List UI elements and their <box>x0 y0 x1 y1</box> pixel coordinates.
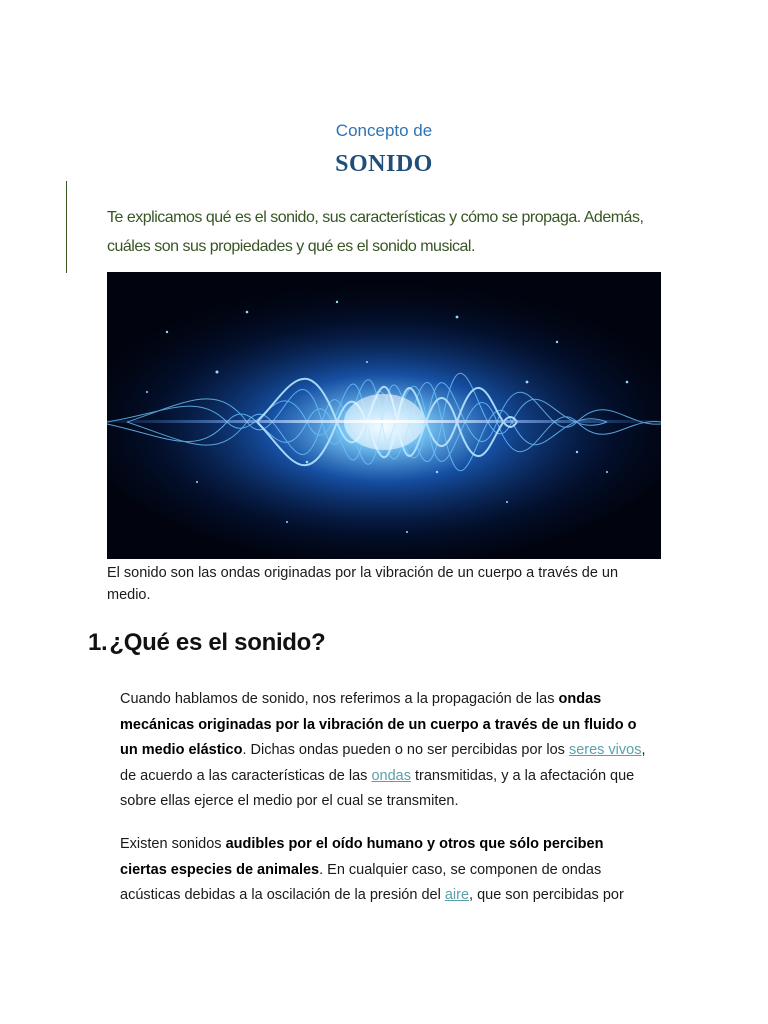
lead-quote-bar <box>66 181 67 273</box>
paragraph-1 <box>120 687 650 815</box>
image-caption: El sonido son las ondas originadas por la vibración de un cuerpo a través de un medio. <box>107 565 619 603</box>
section-heading-text: ¿Qué es el sonido? <box>109 629 326 656</box>
sound-wave-illustration <box>107 272 661 559</box>
paragraph-2 <box>120 832 650 909</box>
text-run: transmitidas, y a la afectación que sobre ellas ejerce el medio por el cual se transmiten. <box>120 767 635 809</box>
page-title: SONIDO <box>335 151 433 177</box>
link-seres-vivos[interactable]: seres vivos <box>568 742 642 758</box>
bold-run: audibles por el oído humano y otros que sólo perciben ciertas especies de animales <box>120 836 604 878</box>
section-number: 1. <box>88 629 108 656</box>
text-run: . Dichas ondas pueden o no ser percibidas por los <box>242 742 569 758</box>
bold-run: ondas mecánicas originadas por la vibración de un cuerpo a través de un fluido o un medio elástico <box>120 691 637 758</box>
text-run: . En cualquier caso, se componen de ondas acústicas debidas a la oscilación de la presión del <box>120 861 602 903</box>
text-run: , de acuerdo a las características de las <box>120 742 646 784</box>
text-run: Cuando hablamos de sonido, nos referimos a la propagación de las <box>120 691 559 707</box>
section-heading <box>88 629 325 657</box>
lead-paragraph: Te explicamos qué es el sonido, sus características y cómo se propaga. Además, cuáles son sus propiedades y qué es el sonido musical. <box>107 209 644 255</box>
text-run: Existen sonidos <box>120 836 226 852</box>
link-aire[interactable]: aire <box>444 887 470 903</box>
link-ondas[interactable]: ondas <box>371 767 411 784</box>
sound-wave-image <box>107 272 661 559</box>
page-kicker: Concepto de <box>335 121 433 140</box>
text-run: , que son percibidas por <box>469 887 624 903</box>
